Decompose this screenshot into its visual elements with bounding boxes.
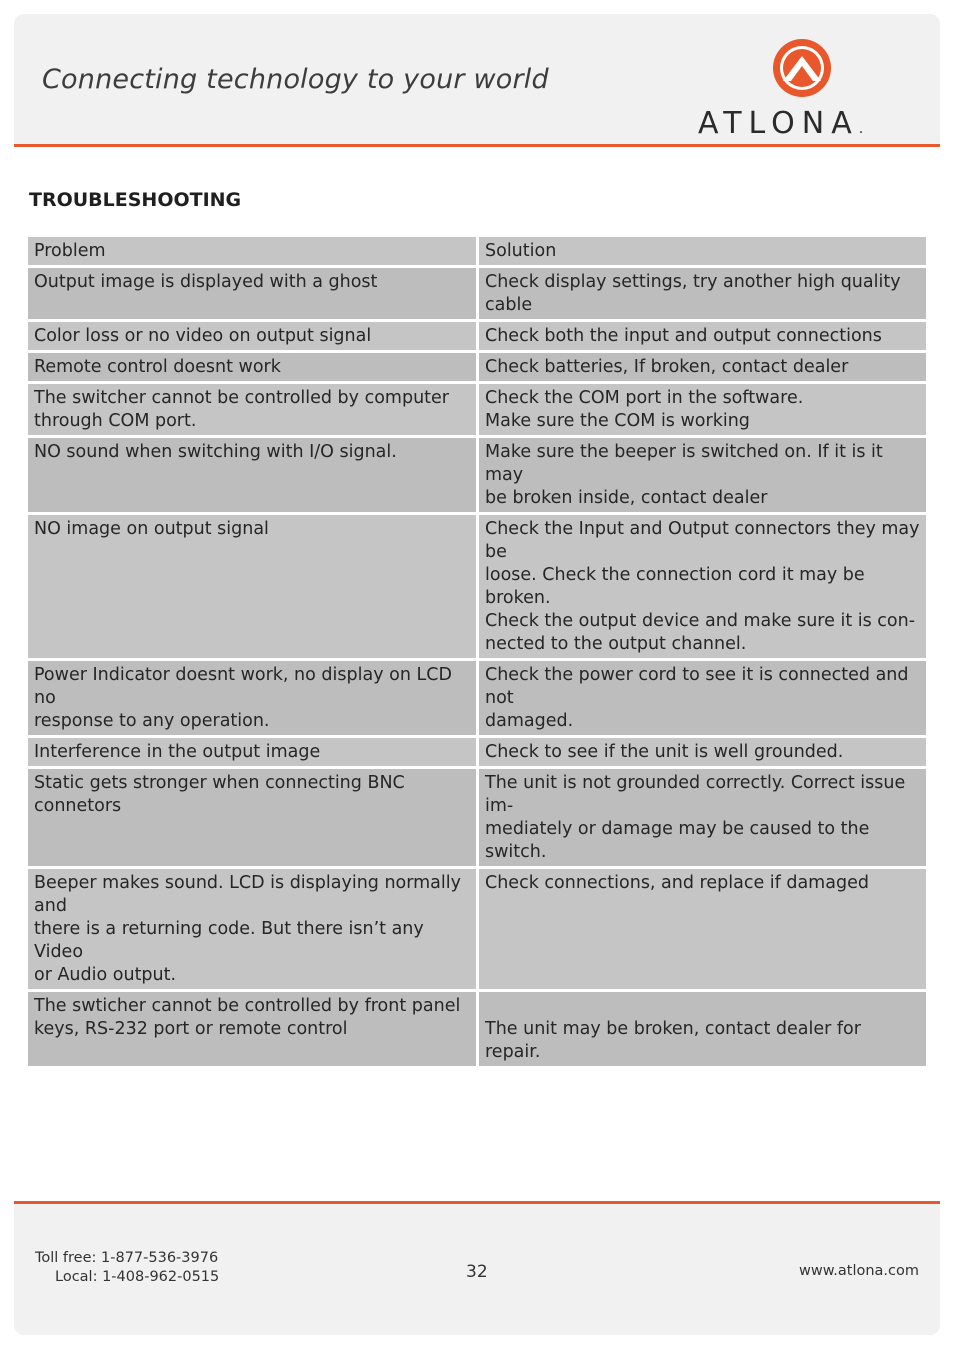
atlona-chevron-logo-icon	[772, 38, 832, 98]
problem-cell	[28, 661, 479, 738]
problem-cell	[28, 438, 479, 515]
cell-line: NO image on output signal	[34, 519, 269, 539]
cell-line: mediately or damage may be caused to the switch.	[485, 819, 870, 862]
section-title: TROUBLESHOOTING	[29, 189, 242, 211]
table-row	[28, 322, 926, 353]
cell-line: Make sure the beeper is switched on. If it is it may	[485, 442, 883, 485]
problem-cell	[28, 384, 479, 438]
problem-cell	[28, 353, 479, 384]
cell-line: damaged.	[485, 711, 574, 731]
problem-cell	[28, 322, 479, 353]
header-solution: Solution	[479, 237, 926, 268]
cell-line: response to any operation.	[34, 711, 270, 731]
cell-line: Check connections, and replace if damaged	[485, 873, 869, 893]
header-problem: Problem	[28, 237, 479, 268]
solution-cell	[479, 438, 926, 515]
solution-cell	[479, 869, 926, 992]
cell-line: loose. Check the connection cord it may be broken.	[485, 565, 865, 608]
table-row	[28, 353, 926, 384]
solution-cell	[479, 738, 926, 769]
cell-line: Interference in the output image	[34, 742, 321, 762]
cell-line: Beeper makes sound. LCD is displaying normally and	[34, 873, 461, 916]
problem-cell	[28, 769, 479, 869]
solution-cell	[479, 268, 926, 322]
table-row	[28, 438, 926, 515]
solution-cell	[479, 322, 926, 353]
problem-cell	[28, 992, 479, 1069]
page-number: 32	[466, 1262, 488, 1282]
cell-line: be broken inside, contact dealer	[485, 488, 768, 508]
cell-line: Remote control doesnt work	[34, 357, 281, 377]
website-link[interactable]: www.atlona.com	[799, 1263, 919, 1279]
cell-line: NO sound when switching with I/O signal.	[34, 442, 397, 462]
cell-line: Check the power cord to see it is connected and not	[485, 665, 909, 708]
table-row	[28, 738, 926, 769]
cell-line	[485, 995, 921, 1018]
solution-cell	[479, 353, 926, 384]
cell-line: The unit may be broken, contact dealer for repair.	[485, 1019, 861, 1062]
cell-line: Check the output device and make sure it is con-	[485, 611, 916, 631]
toll-free-number: Toll free: 1-877-536-3976	[35, 1250, 219, 1266]
problem-cell	[28, 515, 479, 661]
problem-cell	[28, 738, 479, 769]
cell-line: Check display settings, try another high quality cable	[485, 272, 901, 315]
page-header	[14, 14, 940, 145]
cell-line: The swticher cannot be controlled by front panel	[34, 996, 461, 1016]
table-row	[28, 869, 926, 992]
cell-line: The switcher cannot be controlled by computer	[34, 388, 449, 408]
cell-line: keys, RS-232 port or remote control	[34, 1019, 348, 1039]
cell-line: Make sure the COM is working	[485, 411, 750, 431]
table-header-row	[28, 237, 926, 268]
table-row	[28, 992, 926, 1069]
cell-line: Check the Input and Output connectors they may be	[485, 519, 920, 562]
brand-wordmark	[698, 106, 863, 141]
troubleshooting-table	[28, 237, 926, 1069]
solution-cell	[479, 769, 926, 869]
local-number: Local: 1-408-962-0515	[55, 1269, 220, 1285]
cell-line: nected to the output channel.	[485, 634, 747, 654]
solution-cell	[479, 992, 926, 1069]
cell-line: The unit is not grounded correctly. Correct issue im-	[485, 773, 906, 816]
solution-cell	[479, 661, 926, 738]
solution-cell	[479, 384, 926, 438]
table-row	[28, 268, 926, 322]
cell-line: Output image is displayed with a ghost	[34, 272, 378, 292]
table-row	[28, 661, 926, 738]
table-row	[28, 769, 926, 869]
cell-line: through COM port.	[34, 411, 197, 431]
problem-cell	[28, 268, 479, 322]
table-row	[28, 515, 926, 661]
contact-info	[35, 1249, 219, 1287]
header-tagline: Connecting technology to your world	[42, 64, 549, 95]
cell-line: Color loss or no video on output signal	[34, 326, 372, 346]
table-row	[28, 384, 926, 438]
header-divider	[14, 144, 940, 147]
cell-line: Check batteries, If broken, contact dealer	[485, 357, 849, 377]
brand-name: ATLONA	[698, 106, 859, 141]
cell-line: there is a returning code. But there isn’t any Video	[34, 919, 424, 962]
cell-line: Check to see if the unit is well grounded.	[485, 742, 844, 762]
solution-cell	[479, 515, 926, 661]
cell-line: or Audio output.	[34, 965, 177, 985]
cell-line: Power Indicator doesnt work, no display on LCD no	[34, 665, 452, 708]
cell-line: Check the COM port in the software.	[485, 388, 804, 408]
problem-cell	[28, 869, 479, 992]
cell-line: Check both the input and output connections	[485, 326, 882, 346]
cell-line: Static gets stronger when connecting BNC connetors	[34, 773, 405, 816]
brand-dot: .	[858, 121, 864, 137]
